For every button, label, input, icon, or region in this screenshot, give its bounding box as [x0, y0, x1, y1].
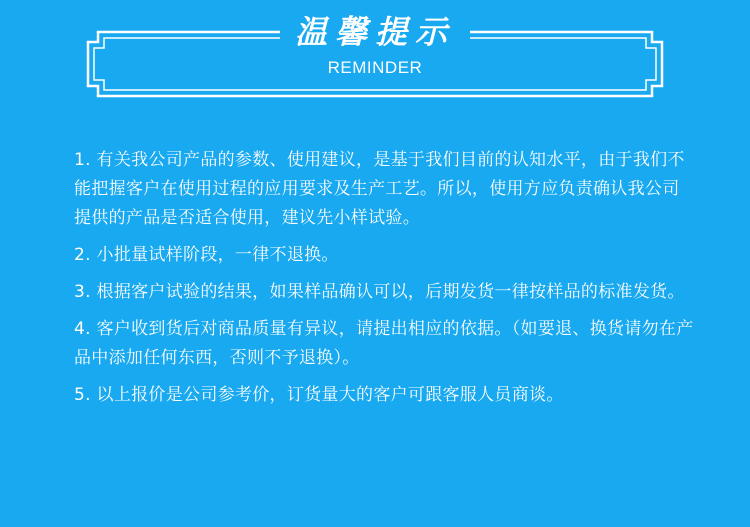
- note-item: 4. 客户收到货后对商品质量有异议，请提出相应的依据。（如要退、换货请勿在产品中添加任何东西，否则不予退换）。: [74, 319, 694, 368]
- note-item: 5. 以上报价是公司参考价，订货量大的客户可跟客服人员商谈。: [74, 385, 564, 405]
- note-item: 1. 有关我公司产品的参数、使用建议，是基于我们目前的认知水平，由于我们不能把握客户在使用过程的应用要求及生产工艺。所以，使用方应负责确认我公司提供的产品是否适合使用，建议先小样试验。: [74, 150, 685, 228]
- note-item: 2. 小批量试样阶段，一律不退换。: [74, 245, 339, 265]
- page-title: 温馨提示: [294, 13, 455, 51]
- page-subtitle: REMINDER: [327, 58, 423, 77]
- note-item: 3. 根据客户试验的结果，如果样品确认可以，后期发货一律按样品的标准发货。: [74, 282, 685, 302]
- notes-list: [74, 146, 694, 418]
